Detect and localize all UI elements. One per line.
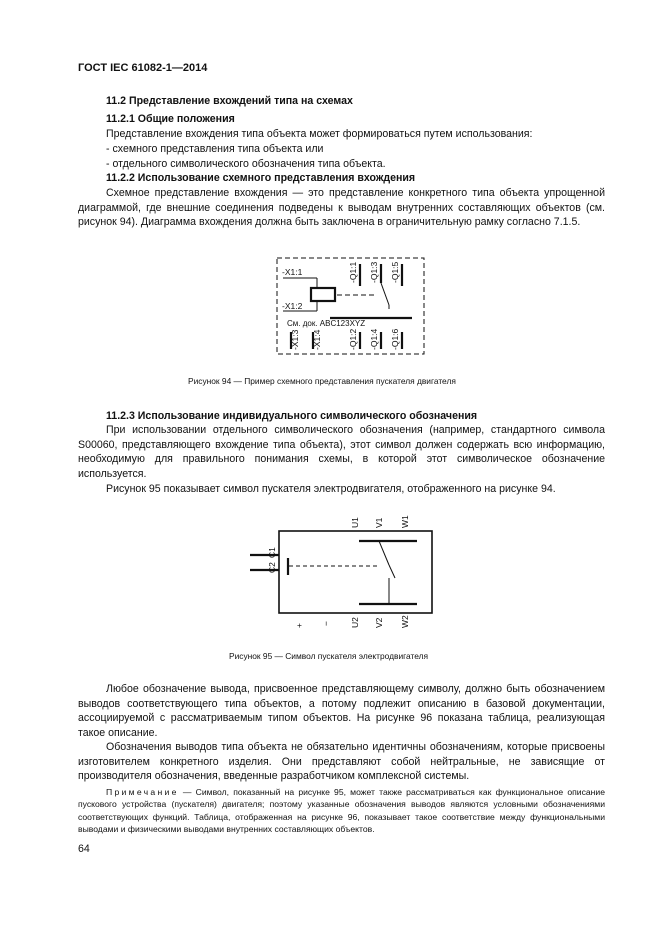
coil-symbol <box>311 288 335 301</box>
section-11-2-1-line: - отдельного символического обозначения типа объекта. <box>106 158 386 170</box>
contact-blade <box>381 283 389 305</box>
label-x1-2: -X1:2 <box>282 301 303 311</box>
header-standard: ГОСТ <box>78 62 108 74</box>
body-paragraph-1: Любое обозначение вывода, присвоенное представляющему символу, должно быть обозначением выводов соответствующего типа объектов, а потому подлежит описанию в базовой документации, ассоциируемой с рассматриваемым типом объектов. На рисунке 96 показана таблица, реализующая такое описание. <box>78 683 605 739</box>
section-11-2-3-heading: 11.2.3 Использование индивидуального символического обозначения <box>106 410 478 422</box>
label-c1: C1 <box>267 547 277 558</box>
label-x1-4: -X1:4 <box>312 329 322 350</box>
label-minus: − <box>321 621 331 626</box>
figure-95-caption: Рисунок 95 — Символ пускателя электродвигателя <box>229 651 429 661</box>
label-v2: V2 <box>374 617 384 628</box>
label-v1: V1 <box>374 517 384 528</box>
note-paragraph <box>78 786 605 836</box>
section-11-2-3-paragraph-1: При использовании отдельного символического обозначения (например, стандартного символа S00060, представляющего вхождение типа объекта), этот символ должен содержать всю информацию, необходимую для правильного понимания схемы, в которой этот символическое обозначение используется. <box>78 424 605 480</box>
section-11-2-1-line: Представление вхождения типа объекта может формироваться путем использования: <box>106 128 533 140</box>
body-paragraph-2: Обозначения выводов типа объекта не обязательно идентичны обозначениям, которые присвоены изготовителем конкретного изделия. Они представляют собой нейтральные, не зависящие от производителя обозначения, введенные разработчиком комплексной системы. <box>78 741 605 783</box>
label-q1-2: -Q1:2 <box>348 328 358 350</box>
section-11-2-2-heading: 11.2.2 Использование схемного представления вхождения <box>106 172 416 184</box>
page-number: 64 <box>78 843 90 855</box>
note-text: — Символ, показанный на рисунке 95, может также рассматриваться как функциональное описание пускового устройства (пускателя) двигателя; поэтому указанные обозначения выводов являются условными обозначениями соответствующих функций. Таблица, отображенная на рисунке 96, показывает такое соответствие между функциональными выводами и физическими выводами внутренних составляющих объектов. <box>78 787 605 835</box>
section-11-2-1-heading: 11.2.1 Общие положения <box>106 113 235 125</box>
label-q1-3: -Q1:3 <box>369 261 379 283</box>
figure-95-symbol-box <box>279 531 432 613</box>
label-u2: U2 <box>350 617 360 628</box>
figure-94-caption: Рисунок 94 — Пример схемного представления пускателя двигателя <box>188 376 456 386</box>
symbol-contact-blade <box>379 541 389 565</box>
label-q1-4: -Q1:4 <box>369 328 379 350</box>
label-q1-6: -Q1:6 <box>390 328 400 350</box>
section-11-2-1-line: - схемного представления типа объекта или <box>106 143 324 155</box>
section-11-2-3-paragraph-2: Рисунок 95 показывает символ пускателя электродвигателя, отображенного на рисунке 94. <box>106 483 556 495</box>
label-w2: W2 <box>400 615 410 628</box>
label-reference-doc: См. док. ABC123XYZ <box>287 319 366 328</box>
label-u1: U1 <box>350 517 360 528</box>
label-c2: C2 <box>267 562 277 573</box>
label-x1-1: -X1:1 <box>282 267 303 277</box>
label-w1: W1 <box>400 515 410 528</box>
section-11-2-heading: 11.2 Представление вхождений типа на схемах <box>106 95 353 107</box>
header-code: IEC 61082-1—2014 <box>110 62 208 74</box>
label-q1-5: -Q1:5 <box>390 261 400 283</box>
label-x1-3: -X1:3 <box>290 329 300 350</box>
label-q1-1: -Q1:1 <box>348 261 358 283</box>
label-plus: + <box>294 623 304 628</box>
note-label: Примечание <box>106 787 179 797</box>
section-11-2-2-paragraph: Схемное представление вхождения — это представление конкретного типа объекта упрощенной диаграммой, где внешние соединения подведены к выводам внутренних составляющих объектов (см. рисунок 94). Диаграмма вхождения должна быть заключена в ограничительную рамку согласно 7.1.5. <box>78 187 605 229</box>
